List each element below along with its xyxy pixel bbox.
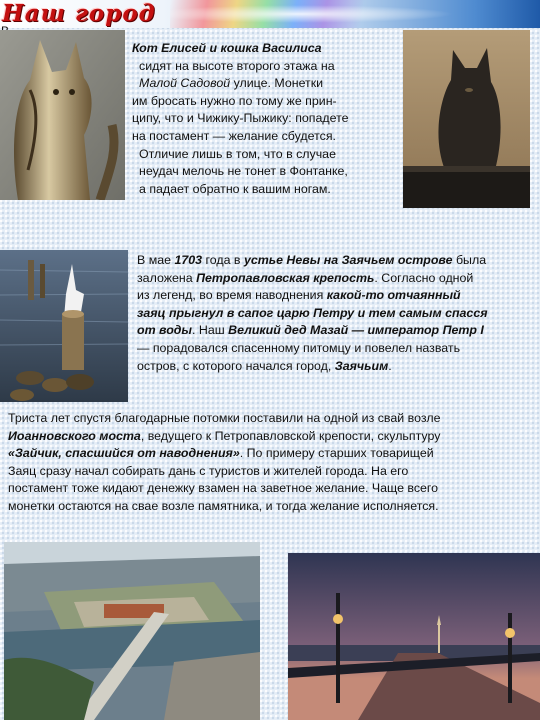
- fortress-name: Петропавловская крепость: [196, 270, 375, 285]
- text-fragment: остров, с которого начался город,: [137, 358, 335, 373]
- cat-vasilisa-photo: [403, 30, 530, 208]
- hare-statue-photo: [0, 250, 128, 402]
- text-fragment: из легенд, во время наводнения: [137, 288, 327, 303]
- text-line: — порадовался спасенному питомцу и повелел назвать: [137, 340, 461, 355]
- street-name: Малой Садовой: [139, 76, 231, 91]
- text-line: на постамент — желание сбудется.: [132, 128, 336, 143]
- ioannovsky-bridge-photo: [288, 553, 540, 720]
- text-line: [8, 445, 536, 463]
- cats-story-text: [132, 40, 402, 198]
- text-fragment: В мае: [137, 253, 175, 267]
- text-fragment: улице. Монетки: [230, 76, 324, 91]
- header-banner: [0, 0, 540, 28]
- text-line: а падает обратно к вашим ногам.: [139, 181, 331, 196]
- fortress-aerial-photo: [4, 542, 260, 720]
- hare-sculpture-text: [8, 410, 536, 516]
- text-line: им бросать нужно по тому же прин-: [132, 93, 337, 108]
- text-fragment: . Наш: [192, 323, 229, 338]
- text-line: [137, 270, 532, 288]
- place-name: устье Невы на Заячьем острове: [243, 253, 453, 267]
- peter-highlight: Великий дед Мазай — император Петр I: [228, 323, 484, 338]
- legend-highlight: какой-то отчаянный: [326, 288, 461, 303]
- text-line: монетки остаются на сваe возле памятника, и тогда желание исполняется.: [8, 498, 439, 513]
- legend-highlight: заяц прыгнул в сапог царю Петру и тем самым спасся: [137, 305, 488, 320]
- text-line: [132, 75, 402, 93]
- text-line: [137, 252, 532, 270]
- bridge-name: Иоанновского моста: [8, 428, 141, 443]
- text-line: неудач мелочь не тонет в Фонтанке,: [139, 164, 348, 179]
- text-line: Заяц сразу начал собирать дань с туристов и жителей города. На его: [8, 463, 409, 478]
- text-fragment: . По примеру старших товарищей: [239, 446, 434, 461]
- text-line: Триста лет спустя благодарные потомки поставили на одной из свай возле: [8, 411, 441, 425]
- cats-heading: Кот Елисей и кошка Василиса: [132, 41, 322, 55]
- text-line: [137, 287, 532, 305]
- text-line: сидят на высоте второго этажа на: [139, 58, 335, 73]
- text-fragment: года в: [202, 253, 244, 267]
- rainbow-decoration: [170, 0, 540, 28]
- text-fragment: заложена: [137, 270, 197, 285]
- legend-highlight: от воды: [137, 323, 193, 338]
- text-line: [8, 428, 536, 446]
- text-line: [137, 322, 532, 340]
- text-line: [137, 358, 532, 376]
- text-fragment: , ведущего к Петропавловской крепости, скульптуру: [140, 428, 441, 443]
- text-line: ципу, что и Чижику-Пыжику: попадете: [132, 111, 349, 126]
- cat-elisey-photo: [0, 30, 125, 200]
- fortress-legend-text: [137, 252, 532, 375]
- text-fragment: . Согласно одной: [374, 270, 474, 285]
- statue-name: «Зайчик, спасшийся от наводнения»: [8, 446, 240, 461]
- text-fragment: .: [388, 358, 392, 373]
- text-fragment: была: [452, 253, 487, 267]
- text-line: постамент тоже кидают денежку взамен на заветное желание. Чаще всего: [8, 481, 439, 496]
- text-line: Отличие лишь в том, что в случае: [139, 146, 336, 161]
- page-title: Наш город: [2, 0, 156, 27]
- year-1703: 1703: [174, 253, 203, 267]
- island-name: Заячьим: [334, 358, 389, 373]
